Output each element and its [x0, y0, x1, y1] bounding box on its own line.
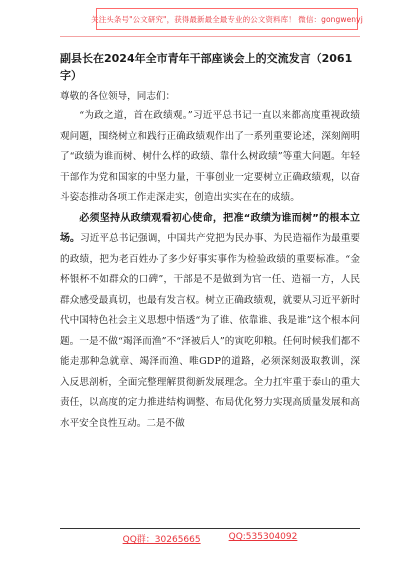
qq-number: QQ:535304092: [228, 532, 298, 542]
paragraph-2-heading: 必须坚持从政绩观看初心使命，把准“政绩为谁而树”的根本立场。: [60, 212, 360, 244]
document-title: 副县长在2024年全市青年干部座谈会上的交流发言（2061字）: [60, 52, 353, 82]
banner-divider: [60, 36, 360, 37]
qq-group-number: QQ群：30265665: [122, 535, 201, 545]
paragraph-1: “为政之道，首在政绩观。”习近平总书记一直以来都高度重视政绩观问题，围绕树立和践行正确政绩观作出了一系列重要论述，深刻阐明了“政绩为谁而树、树什么样的政绩、靠什么树政绩”等重大问题。年轻干部作为党和国家的中坚力量，干事创业一定要树立正确政绩观，以奋斗姿态推动各项工作走深走实，创造出实实在在的成绩。: [60, 110, 360, 203]
footer: [60, 532, 360, 548]
document-body: [60, 50, 360, 434]
paragraph-2: [60, 209, 360, 435]
greeting: 尊敬的各位领导，同志们：: [60, 91, 176, 102]
paragraph-2-body: 习近平总书记强调，中国共产党把为民办事、为民造福作为最重要的政绩，把为老百姓办了多少好事实事作为检验政绩的重要标准。“金杯银杯不如群众的口碑”，干部是不是做到为官一任、造福一方，人民群众感受最真切，也最有发言权。树立正确政绩观，就要从习近平新时代中国特色社会主义思想中悟透“为了谁、依靠谁、我是谁”这个根本问题。一是不做“竭泽而渔”不“泽被后人”的寅吃卯粮。任何时候我们都不能走那种急就章、竭泽而渔、唯GDP的道路，必须深刻汲取教训，深入反思剖析，全面完整理解贯彻新发展理念。全力扛牢重于泰山的重大责任，以高度的定力推进结构调整、布局优化努力实现高质量发展和高水平安全良性互动。二是不做: [60, 233, 361, 429]
promo-banner: 关注头条号"公文研究"，获得最新最全最专业的公文资料库！ 微信：gongwenyj: [96, 8, 358, 30]
footer-divider: [60, 528, 360, 529]
